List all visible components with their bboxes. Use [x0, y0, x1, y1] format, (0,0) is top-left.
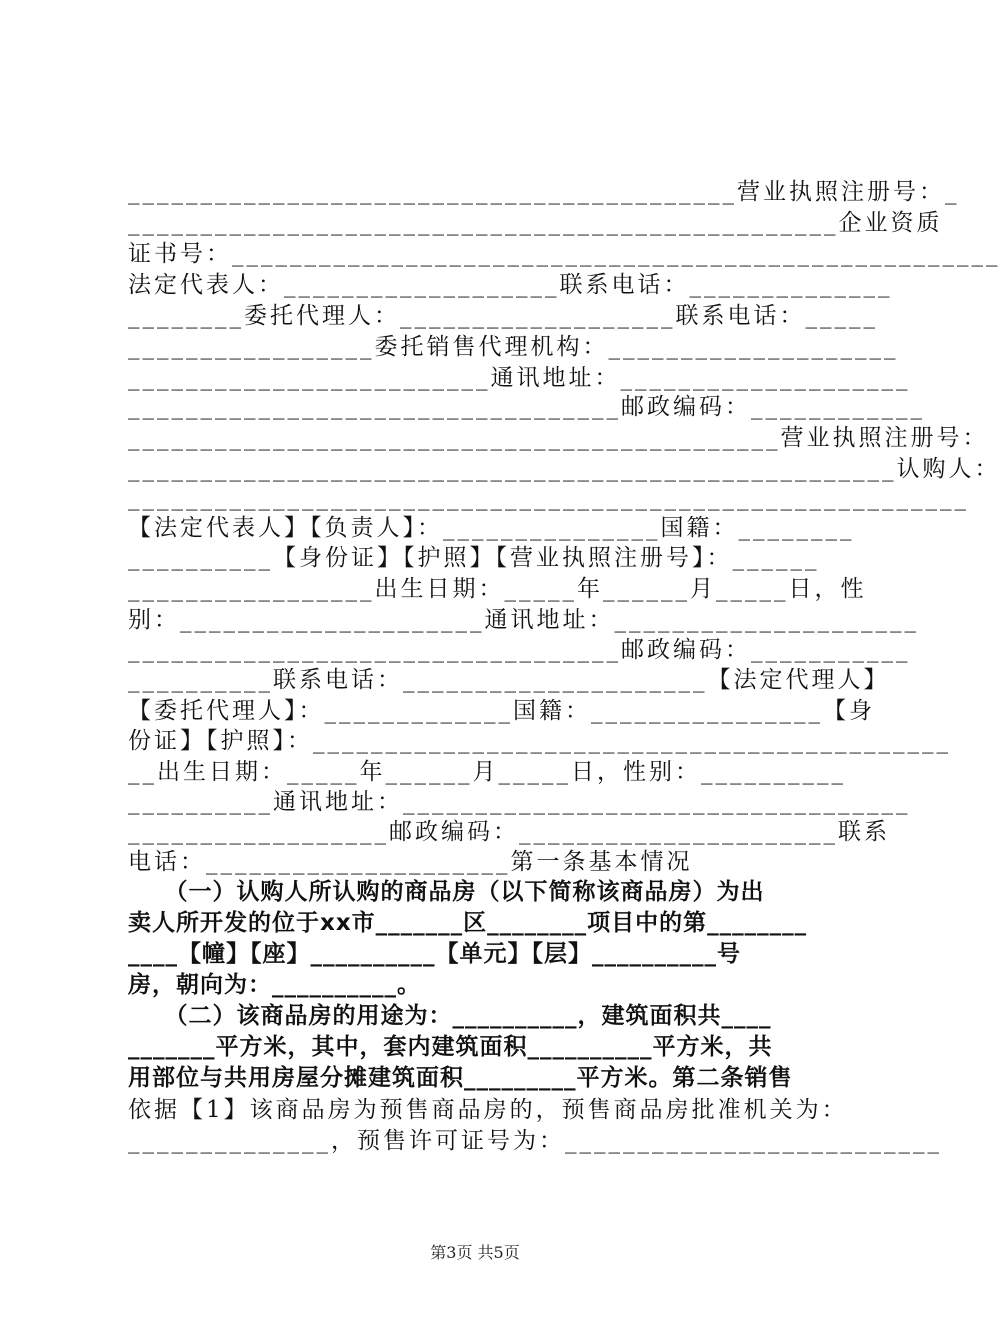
text-line: 房，朝向为：__________。	[128, 972, 421, 998]
text-line: 电话：_____________________第一条基本情况	[128, 849, 693, 875]
text-line: 份证】【护照】：____________________________________________	[128, 728, 951, 754]
text-line: 用部位与共用房屋分摊建筑面积_________平方米。第二条销售	[128, 1065, 793, 1091]
text-line: ______________，预售许可证号为：__________________________	[128, 1128, 942, 1154]
text-line: __________【身份证】【护照】【营业执照注册号】：______	[128, 545, 820, 571]
text-line: __________________________________邮政编码：___________	[128, 637, 911, 663]
page-footer: 第3页 共5页	[430, 1243, 520, 1262]
text-line: _________________________________________________企业资质	[128, 210, 943, 236]
text-line: 别：_____________________通讯地址：_____________________	[128, 607, 919, 633]
text-line: （一）认购人所认购的商品房（以下简称该商品房）为出	[128, 879, 765, 905]
text-line: __出生日期：_____年______月_____日，性别：__________	[128, 759, 846, 785]
text-line: __________________邮政编码：______________________联系	[128, 819, 890, 845]
text-line: （二）该商品房的用途为：__________，建筑面积共____	[128, 1003, 772, 1029]
text-line: __________通讯地址：___________________________________	[128, 789, 911, 815]
text-line: 法定代表人：___________________联系电话：______________	[128, 272, 893, 298]
text-line: ____【幢】【座】__________【单元】【层】__________号	[128, 941, 741, 967]
text-line: __________________________________邮政编码：____________	[128, 394, 925, 420]
text-line: __________________________________________营业执照注册号：_	[128, 179, 960, 205]
text-line: 卖人所开发的位于xx市_______区________项目中的第________	[128, 910, 808, 936]
text-line: 【委托代理人】：_____________国籍：________________【身	[128, 698, 875, 724]
text-line: _____________________________________________________认购人：	[128, 456, 1001, 482]
text-line: _______平方米，其中，套内建筑面积__________平方米，共	[128, 1034, 773, 1060]
text-line: 证书号：_____________________________________________________	[128, 241, 1001, 267]
text-line: ________委托代理人：___________________联系电话：_____	[128, 303, 878, 329]
text-line: _________________出生日期：_____年______月_____日，性	[128, 576, 867, 602]
text-line: __________________________________________________________	[128, 485, 969, 511]
text-line: _________________________通讯地址：____________________	[128, 365, 911, 391]
text-line: 【法定代表人】【负责人】：_______________国籍：________	[128, 515, 855, 541]
text-line: __________联系电话：_____________________【法定代理人】	[128, 667, 890, 693]
text-line: 依据【1】该商品房为预售商品房的，预售商品房批准机关为：	[128, 1097, 848, 1123]
text-line: _________________委托销售代理机构：____________________	[128, 334, 899, 360]
text-line: _____________________________________________营业执照注册号：	[128, 425, 989, 451]
